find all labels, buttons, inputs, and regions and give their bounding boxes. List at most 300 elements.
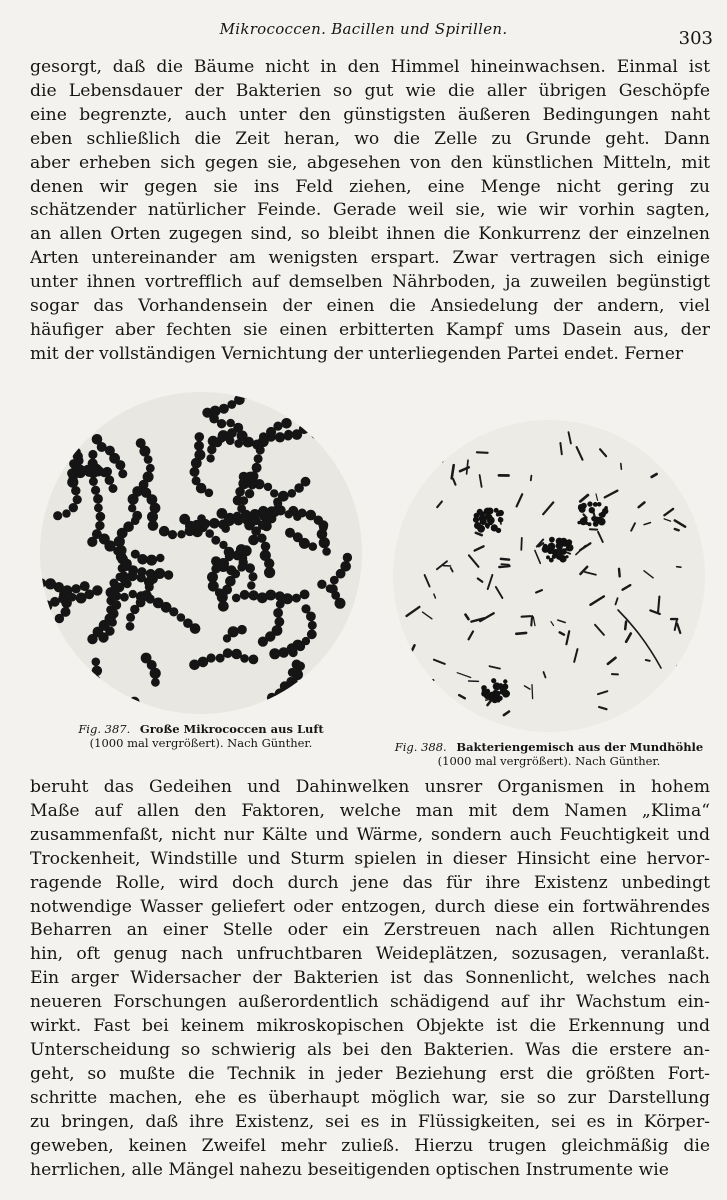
bacillus-rod — [598, 532, 603, 542]
coccus-dot — [337, 433, 346, 442]
coccus-dot — [252, 463, 262, 473]
text-line: notwendige Wasser geliefert oder entzogen, durch diese ein fortwährendes — [30, 896, 710, 917]
coccus-dot — [68, 593, 77, 602]
bacillus-rod — [452, 465, 454, 478]
coccus-dot — [245, 489, 254, 498]
bacillus-rod — [450, 712, 454, 719]
bacillus-rod — [675, 666, 677, 673]
coccus-dot — [249, 655, 259, 665]
bacillus-rod — [521, 538, 522, 550]
coccus-dot — [88, 450, 97, 459]
bacillus-rod — [677, 624, 680, 633]
bacillus-rod — [522, 616, 531, 617]
coccus-dot — [319, 537, 330, 548]
coccus-dot — [234, 439, 243, 448]
bacillus-rod — [438, 452, 442, 462]
bacillus-rod — [469, 555, 479, 567]
bacillus-rod — [558, 620, 565, 622]
coccus-dot — [105, 475, 115, 485]
coccus-dot — [273, 608, 283, 618]
bacillus-rod — [437, 502, 442, 508]
bacillus-rod — [543, 502, 553, 514]
coccus-dot — [254, 712, 263, 715]
cluster-dot — [556, 542, 564, 550]
figure-387-caption — [26, 722, 376, 750]
bacillus-rod — [576, 546, 586, 555]
coccus-dot — [306, 612, 316, 622]
coccus-dot — [115, 583, 125, 593]
coccus-dot — [70, 399, 79, 408]
coccus-dot — [318, 397, 327, 406]
cluster-dot — [491, 678, 496, 683]
text-line: mit der vollständigen Vernichtung der unterliegenden Partei endet. Ferner — [30, 343, 684, 364]
text-line: Maße auf allen den Faktoren, welche man mit dem Namen „Klima“ — [30, 800, 710, 821]
coccus-dot — [126, 613, 135, 622]
coccus-dot — [45, 578, 56, 589]
bacillus-rod — [560, 443, 561, 454]
coccus-dot — [132, 511, 142, 521]
cluster-dot — [498, 517, 504, 523]
bacillus-rod — [675, 529, 679, 530]
coccus-dot — [113, 702, 123, 712]
coccus-dot — [73, 495, 82, 504]
micrococci-illustration — [40, 392, 362, 714]
coccus-dot — [141, 590, 152, 601]
cluster-dot — [598, 518, 606, 526]
text-line: zusammenfaßt, nicht nur Kälte und Wärme, sondern auch Feuchtigkeit und — [30, 824, 710, 845]
coccus-dot — [139, 446, 150, 457]
bacillus-rod — [560, 632, 564, 634]
coccus-dot — [113, 592, 122, 601]
text-line: Unterscheidung so schwierig als bei den Bakterien. Was die erstere an- — [30, 1039, 710, 1060]
coccus-dot — [254, 454, 263, 463]
coccus-dot — [129, 697, 139, 707]
text-line: Arten untereinander am wenigsten erspart. Zwar vertragen sich einige — [30, 248, 710, 269]
coccus-dot — [96, 512, 106, 522]
bacillus-rod — [574, 649, 577, 662]
coccus-dot — [275, 591, 285, 601]
coccus-dot — [46, 671, 55, 680]
coccus-dot — [345, 440, 354, 449]
bacillus-rod — [451, 568, 453, 572]
bacillus-rod — [625, 622, 626, 630]
coccus-dot — [149, 574, 158, 583]
figure-388-title: Bakteriengemisch aus der Mundhöhle — [456, 740, 704, 754]
cluster-dot — [599, 513, 603, 517]
bacillus-rod — [600, 449, 606, 456]
running-head: Mikrococcen. Bacillen und Spirillen. — [219, 20, 508, 38]
figure-387-title: Große Mikrococcen aus Luft — [139, 722, 324, 736]
bacillus-rod — [469, 632, 473, 640]
figure-388-credit: (1000 mal vergrößert). Nach Günther. — [437, 754, 661, 768]
coccus-dot — [195, 432, 205, 442]
coccus-dot — [128, 504, 136, 512]
bacillus-rod — [501, 564, 509, 565]
bacillus-rod — [516, 633, 526, 634]
bacillus-rod — [631, 523, 635, 531]
bacillus-rod — [425, 680, 433, 686]
cluster-dot — [549, 558, 554, 563]
text-line: häufiger aber fechten sie einen erbitterten Kampf ums Dasein aus, der — [30, 319, 710, 340]
coccus-dot — [168, 530, 177, 539]
coccus-dot — [151, 678, 160, 687]
cluster-dot — [588, 522, 592, 526]
coccus-dot — [231, 649, 242, 660]
bacillus-rod — [619, 569, 620, 577]
bacillus-rod — [480, 475, 482, 487]
micrograph-bacteria-mix — [393, 420, 705, 732]
bacillus-rod — [616, 598, 618, 604]
coccus-dot — [288, 506, 298, 516]
bacillus-rod — [531, 476, 532, 481]
bacillus-rod — [664, 519, 670, 521]
coccus-dot — [238, 554, 247, 563]
cluster-dot — [488, 692, 495, 699]
bacillus-rod — [599, 707, 606, 709]
coccus-dot — [237, 563, 246, 572]
coccus-dot — [55, 614, 64, 623]
coccus-dot — [281, 418, 292, 429]
coccus-dot — [70, 439, 79, 448]
bacillus-rod — [425, 575, 430, 587]
bacillus-rod — [409, 645, 415, 657]
bacillus-rod — [517, 494, 523, 506]
bacillus-rod — [544, 672, 546, 677]
page-header — [0, 14, 727, 49]
text-line: hin, oft genug nach unfruchtbaren Weideplätzen, sozusagen, veranlaßt. — [30, 944, 710, 965]
text-line: Ein arger Widersacher der Bakterien ist das Sonnenlicht, welches nach — [30, 968, 710, 989]
bacillus-rod — [423, 612, 432, 619]
bacillus-rod — [504, 712, 509, 716]
cluster-dot — [561, 549, 567, 555]
cluster-dot — [503, 679, 507, 683]
coccus-dot — [68, 425, 78, 435]
coccus-dot — [275, 432, 285, 442]
coccus-dot — [247, 581, 255, 589]
coccus-dot — [331, 591, 340, 600]
bacillus-rod — [459, 695, 465, 698]
coccus-dot — [76, 465, 86, 475]
cluster-dot — [587, 501, 592, 506]
cluster-dot — [580, 518, 588, 526]
cluster-dot — [549, 537, 555, 543]
bacillus-rod — [434, 660, 445, 664]
coccus-dot — [192, 520, 202, 530]
coccus-dot — [252, 440, 262, 450]
cluster-dot — [499, 684, 507, 692]
coccus-dot — [319, 520, 329, 530]
figure-388-label: Fig. 388. — [394, 740, 447, 754]
bacillus-rod — [608, 658, 616, 664]
coccus-dot — [40, 668, 47, 677]
coccus-dot — [221, 524, 230, 533]
bacillus-rod — [407, 607, 420, 616]
bacillus-rod — [453, 479, 455, 485]
coccus-dot — [128, 494, 139, 505]
figure-388-caption — [378, 740, 720, 768]
coccus-dot — [298, 509, 307, 518]
paragraph-2 — [30, 776, 710, 1182]
bacillus-rod — [658, 597, 659, 612]
bacillus-rod — [569, 432, 571, 443]
bacillus-rod — [475, 546, 484, 550]
cluster-dot — [479, 511, 485, 517]
coccus-dot — [308, 621, 317, 630]
coccus-dot — [69, 408, 78, 417]
text-line: geweben, keinen Zweifel mehr zuließ. Hierzu trugen gleichmäßig die — [30, 1135, 710, 1156]
bacillus-rod — [577, 447, 583, 460]
bacillus-rod — [496, 587, 503, 598]
coccus-dot — [194, 441, 204, 451]
coccus-dot — [191, 458, 202, 469]
coccus-dot — [205, 529, 214, 538]
coccus-dot — [270, 489, 278, 497]
coccus-dot — [245, 563, 255, 573]
bacillus-rod — [535, 551, 540, 564]
bacillus-rod — [644, 571, 653, 578]
coccus-dot — [99, 534, 110, 545]
coccus-dot — [93, 494, 103, 504]
text-line: Beharren an einer Stelle oder ein Zerstreuen nach allen Richtungen — [30, 920, 710, 941]
coccus-dot — [76, 593, 87, 604]
bacillus-rod — [675, 520, 685, 526]
bacillus-rod — [623, 585, 631, 590]
coccus-dot — [280, 702, 288, 710]
coccus-dot — [91, 675, 100, 684]
coccus-dot — [148, 520, 159, 531]
bacillus-rod — [595, 625, 604, 635]
figure-387-label: Fig. 387. — [78, 722, 131, 736]
bacillus-rod — [626, 634, 631, 642]
coccus-dot — [109, 609, 119, 619]
figure-387-credit: (1000 mal vergrößert). Nach Günther. — [89, 736, 313, 750]
coccus-dot — [127, 571, 137, 581]
coccus-dot — [201, 519, 211, 529]
coccus-dot — [71, 417, 80, 426]
cluster-dot — [481, 685, 487, 691]
filament — [618, 610, 661, 668]
bacillus-rod — [590, 596, 604, 604]
coccus-dot — [53, 511, 62, 520]
coccus-dot — [206, 454, 214, 462]
bacillus-rod — [536, 590, 542, 592]
text-line: schritte machen, ehe es überhaupt möglich war, sie so zur Darstellung — [30, 1087, 710, 1108]
coccus-dot — [232, 594, 241, 603]
bacillus-rod — [434, 594, 436, 598]
text-line: an allen Orten zugegen sind, so bleibt ihnen die Konkurrenz der einzelnen — [30, 224, 710, 245]
bacillus-rod — [566, 631, 569, 644]
bacillus-rod — [525, 686, 530, 689]
coccus-dot — [251, 527, 260, 536]
cluster-dot — [485, 513, 489, 517]
figure-388 — [378, 392, 720, 768]
bacillus-rod — [466, 615, 469, 620]
coccus-dot — [122, 562, 131, 571]
coccus-dot — [164, 570, 173, 579]
coccus-dot — [243, 438, 253, 448]
text-line: ragende Rolle, wird doch durch jene das für ihre Existenz unbedingt — [30, 872, 710, 893]
coccus-dot — [300, 590, 310, 600]
coccus-dot — [235, 487, 245, 497]
text-line: beruht das Gedeihen und Dahinwelken unsrer Organismen in hohem — [30, 777, 710, 797]
coccus-dot — [296, 642, 305, 651]
bacillus-rod — [605, 491, 618, 498]
coccus-dot — [288, 489, 297, 498]
coccus-dot — [249, 590, 259, 600]
coccus-dot — [284, 432, 293, 441]
bacillus-rod — [480, 613, 494, 621]
coccus-dot — [40, 578, 46, 587]
cluster-dot — [550, 549, 555, 554]
coccus-dot — [261, 542, 271, 552]
coccus-dot — [141, 653, 152, 664]
coccus-dot — [205, 489, 214, 498]
bacillus-rod — [596, 494, 598, 500]
bacillus-rod — [580, 495, 588, 501]
coccus-dot — [109, 618, 117, 626]
bacillus-rod — [531, 616, 532, 625]
cluster-dot — [495, 698, 500, 703]
coccus-dot — [227, 428, 237, 438]
coccus-dot — [311, 429, 321, 439]
coccus-dot — [111, 600, 121, 610]
coccus-dot — [248, 535, 259, 546]
coccus-dot — [126, 622, 135, 631]
coccus-dot — [219, 404, 229, 414]
bacillus-rod — [598, 691, 608, 694]
coccus-dot — [217, 419, 226, 428]
coccus-dot — [223, 634, 231, 642]
coccus-dot — [156, 554, 164, 562]
coccus-dot — [145, 583, 154, 592]
coccus-dot — [326, 584, 334, 592]
cluster-dot — [496, 513, 500, 517]
cluster-dot — [494, 508, 499, 513]
page-number: 303 — [678, 28, 713, 49]
cluster-dot — [604, 506, 608, 510]
coccus-dot — [286, 677, 295, 686]
coccus-dot — [146, 464, 155, 473]
coccus-dot — [247, 518, 256, 527]
bacteria-mix-illustration — [393, 420, 705, 732]
text-line: aber erheben sich gegen sie, abgesehen von den künstlichen Mitteln, mit — [30, 152, 710, 173]
bacillus-rod — [499, 566, 509, 567]
cluster-dot — [597, 502, 602, 507]
coccus-dot — [237, 504, 246, 513]
coccus-dot — [119, 554, 128, 563]
bacillus-rod — [532, 685, 533, 699]
bacillus-rod — [652, 474, 657, 477]
coccus-dot — [211, 536, 220, 545]
coccus-dot — [287, 643, 297, 653]
coccus-dot — [177, 613, 186, 622]
cluster-dot — [491, 524, 498, 531]
text-line: unter ihnen vortrefflich auf demselben Nährboden, ja zuweilen begünstigt — [30, 272, 710, 293]
coccus-dot — [87, 537, 97, 547]
coccus-dot — [233, 495, 243, 505]
text-line: geht, so mußte die Technik in jeder Beziehung erst die größten Fort- — [30, 1063, 710, 1084]
text-line: Trockenheit, Windstille und Sturm spielen in dieser Hinsicht eine hervor- — [30, 848, 710, 869]
bacillus-rod — [490, 666, 501, 668]
text-line: eben schließlich die Zeit heran, wo die Zelle zu Grunde geht. Dann — [30, 128, 710, 149]
bacillus-rod — [421, 697, 427, 698]
coccus-dot — [240, 590, 250, 600]
text-line: wirkt. Fast bei keinem mikroskopischen Objekte ist die Erkennung und — [30, 1016, 710, 1037]
bacillus-rod — [639, 502, 645, 507]
coccus-dot — [190, 623, 201, 634]
coccus-dot — [92, 434, 103, 445]
bacillus-rod — [585, 572, 596, 575]
coccus-dot — [249, 572, 258, 581]
coccus-dot — [355, 440, 362, 449]
coccus-dot — [317, 580, 326, 589]
coccus-dot — [288, 668, 297, 677]
cluster-dot — [473, 517, 479, 523]
coccus-dot — [271, 704, 280, 713]
bacillus-rod — [551, 622, 554, 626]
coccus-dot — [92, 666, 102, 676]
bacillus-rod — [533, 617, 535, 626]
text-line: denen wir gegen sie ins Feld ziehen, eine Menge nicht gering zu — [30, 176, 710, 197]
cluster-dot — [589, 507, 595, 513]
coccus-dot — [159, 526, 170, 537]
coccus-dot — [85, 468, 94, 477]
coccus-dot — [320, 432, 329, 441]
figure-387 — [26, 392, 376, 750]
cluster-dot — [577, 521, 580, 524]
coccus-dot — [263, 709, 272, 714]
cluster-dot — [565, 555, 568, 558]
coccus-dot — [89, 477, 98, 486]
text-line: eine begrenzte, auch unter den günstigsten äußeren Bedingungen naht — [30, 104, 710, 125]
cluster-dot — [474, 522, 481, 529]
cluster-dot — [493, 682, 501, 690]
coccus-dot — [105, 626, 114, 635]
coccus-dot — [313, 414, 324, 425]
coccus-dot — [292, 594, 301, 603]
coccus-dot — [92, 658, 101, 667]
coccus-dot — [109, 484, 118, 493]
cluster-dot — [566, 544, 574, 552]
coccus-dot — [343, 553, 352, 562]
coccus-dot — [299, 424, 309, 434]
bacillus-rod — [621, 464, 622, 470]
coccus-dot — [328, 434, 338, 444]
bacillus-rod — [501, 559, 509, 560]
coccus-dot — [95, 521, 104, 530]
text-line: neueren Forschungen außerordentlich schädigend auf ihr Wachstum ein- — [30, 992, 710, 1013]
coccus-dot — [340, 561, 351, 572]
coccus-dot — [120, 593, 129, 602]
bacillus-rod — [488, 575, 493, 589]
coccus-dot — [209, 518, 220, 529]
coccus-dot — [131, 550, 140, 559]
coccus-dot — [264, 483, 272, 491]
cluster-dot — [578, 507, 581, 510]
bacillus-rod — [476, 533, 482, 535]
coccus-dot — [231, 569, 240, 578]
bacillus-rod — [478, 579, 483, 582]
coccus-dot — [118, 469, 127, 478]
text-line: schätzender natürlicher Feinde. Gerade weil sie, wie wir vorhin sagten, — [30, 200, 710, 221]
bacillus-rod — [677, 567, 681, 568]
coccus-dot — [287, 686, 297, 696]
coccus-dot — [69, 503, 78, 512]
bacillus-rod — [664, 509, 673, 515]
coccus-dot — [294, 483, 304, 493]
coccus-dot — [71, 584, 80, 593]
text-line: die Lebensdauer der Bakterien so gut wie die aller übrigen Geschöpfe — [30, 80, 710, 101]
